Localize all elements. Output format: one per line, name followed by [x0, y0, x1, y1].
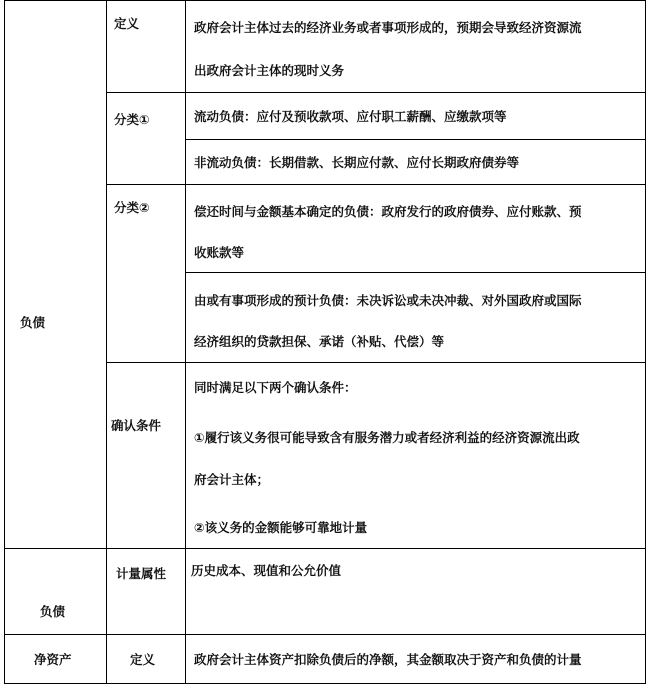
classification2-item2-line1: 由或有事项形成的预计负债：未决诉讼或未决冲裁、对外国政府或国际: [194, 293, 582, 308]
rule-right: [645, 0, 646, 684]
recognition-intro: 同时满足以下两个确认条件：: [194, 380, 357, 395]
definition-content-line2: 出政府会计主体的现时义务: [194, 63, 345, 78]
classification2-label: 分类②: [114, 200, 150, 215]
rule-col2: [185, 0, 186, 684]
classification2-item1-line2: 收账款等: [194, 245, 245, 260]
net-assets-definition-content: 政府会计主体资产扣除负债后的净额，其金额取决于资产和负债的计量: [194, 652, 582, 667]
classification1-noncurrent: 非流动负债：长期借款、长期应付款、应付长期政府债券等: [194, 155, 520, 170]
rule-after-classification1: [106, 184, 645, 185]
measurement-content: 历史成本、现值和公允价值: [191, 563, 342, 578]
classification2-item2-line2: 经济组织的贷款担保、承诺（补贴、代偿）等: [194, 334, 445, 349]
classification1-label: 分类①: [114, 112, 150, 127]
rule-between-current-noncurrent: [185, 139, 645, 140]
rule-left: [4, 0, 5, 684]
classification2-item1-line1: 偿还时间与金额基本确定的负债：政府发行的政府债券、应付账款、预: [194, 204, 582, 219]
net-assets-definition-label: 定义: [130, 652, 156, 667]
rule-after-classification2: [106, 362, 645, 363]
rule-after-recognition: [4, 548, 645, 549]
definition-label: 定义: [114, 16, 140, 31]
recognition-cond1-line2: 府会计主体；: [194, 472, 270, 487]
liability-group-label: 负债: [20, 315, 46, 330]
definition-content-line1: 政府会计主体过去的经济业务或者事项形成的，预期会导致经济资源流: [194, 20, 582, 35]
recognition-label: 确认条件: [111, 418, 162, 433]
rule-after-definition: [106, 92, 645, 93]
rule-top: [4, 0, 645, 1]
liability-sub-label: 负债: [40, 604, 66, 619]
classification1-current: 流动负债：应付及预收款项、应付职工薪酬、应缴款项等: [194, 109, 507, 124]
rule-between-classification2-items: [185, 272, 645, 273]
recognition-cond1-line1: ①履行该义务很可能导致含有服务潜力或者经济利益的经济资源流出政: [194, 430, 580, 445]
net-assets-group-label: 净资产: [34, 652, 72, 667]
measurement-label: 计量属性: [116, 566, 167, 581]
rule-bottom: [4, 683, 645, 684]
recognition-cond2: ②该义务的金额能够可靠地计量: [194, 520, 368, 535]
rule-col1: [106, 0, 107, 684]
rule-after-measurement: [4, 634, 645, 635]
